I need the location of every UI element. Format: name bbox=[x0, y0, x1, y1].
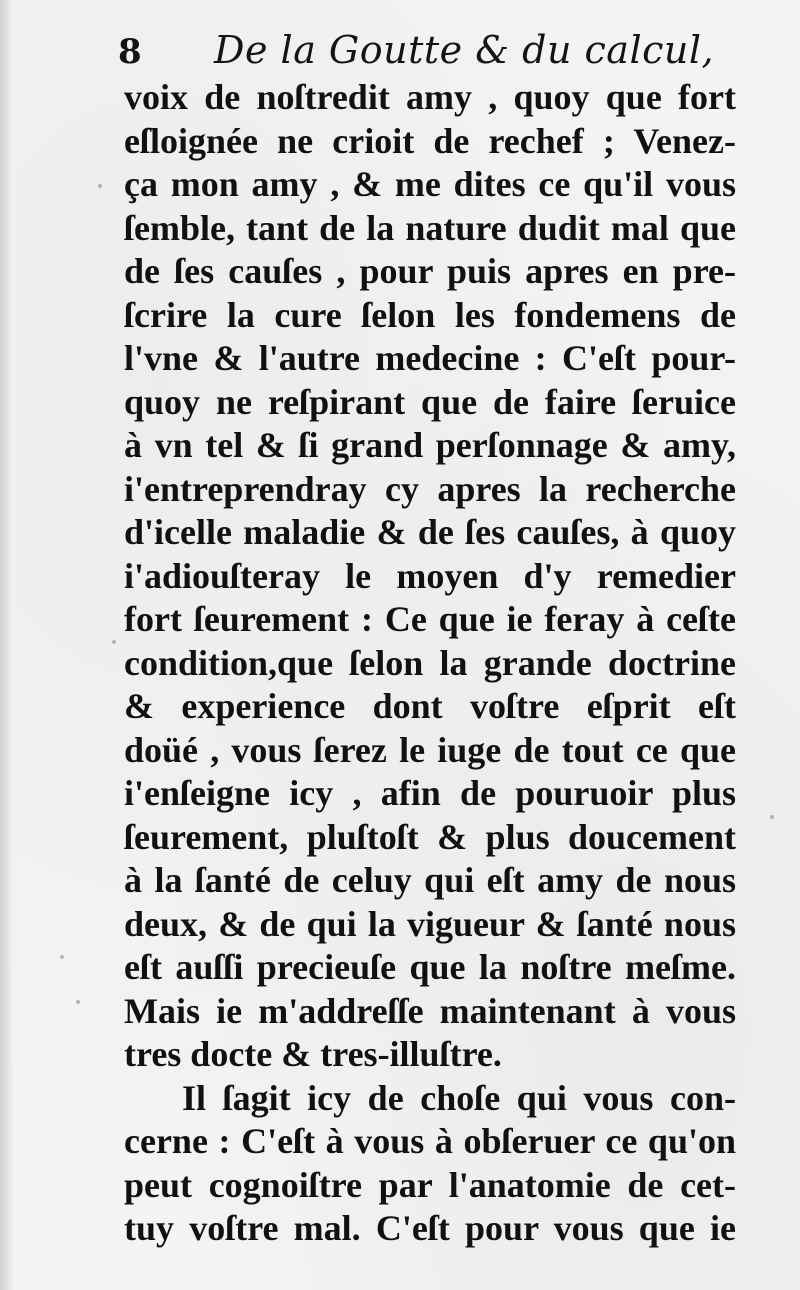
text-line: deux, & de qui la vigueur & ſanté nous bbox=[124, 903, 736, 944]
text-line: peut cognoiſtre par l'anatomie de cet- bbox=[124, 1164, 736, 1205]
text-line: ſeurement, pluſtoſt & plus doucement bbox=[124, 816, 736, 857]
text-line: l'vne & l'autre medecine : C'eſt pour- bbox=[124, 338, 736, 378]
page-header bbox=[118, 18, 758, 80]
text-line: Mais ie m'addreſſe maintenant à vous bbox=[124, 990, 736, 1031]
text-line: quoy ne reſpirant que de faire ſeruice bbox=[124, 381, 736, 422]
body-text bbox=[124, 76, 736, 1251]
text-line: voix de noſtredit amy , quoy que fort bbox=[124, 77, 736, 117]
text-line: ſcrire la cure ſelon les fondemens de bbox=[124, 294, 736, 335]
text-line: eſloignée ne crioit de rechef ; Venez- bbox=[124, 120, 736, 161]
page-gutter-shadow bbox=[0, 0, 14, 1290]
page-number: 8 bbox=[118, 32, 142, 72]
text-line: d'icelle maladie & de ſes cauſes, à quoy bbox=[124, 512, 736, 552]
text-line: i'adiouſteray le moyen d'y remedier bbox=[124, 555, 736, 596]
text-line: condition,que ſelon la grande doctrine bbox=[124, 642, 736, 683]
paper-speck bbox=[112, 640, 116, 644]
paper-speck bbox=[770, 815, 774, 819]
paper-speck bbox=[60, 955, 64, 959]
text-line: eſt auſſi precieuſe que la noſtre meſme. bbox=[124, 947, 736, 987]
text-line: tuy voſtre mal. C'eſt pour vous que ie bbox=[124, 1208, 736, 1248]
text-line: i'enſeigne icy , afin de pouruoir plus bbox=[124, 773, 736, 813]
text-line: à la ſanté de celuy qui eſt amy de nous bbox=[124, 860, 736, 900]
paper-speck bbox=[76, 1000, 80, 1004]
text-line: ça mon amy , & me dites ce qu'il vous bbox=[124, 164, 736, 204]
text-line: fort ſeurement : Ce que ie feray à ceſte bbox=[124, 599, 736, 639]
text-line: cerne : C'eſt à vous à obſeruer ce qu'on bbox=[124, 1121, 736, 1161]
text-line: ſemble, tant de la nature dudit mal que bbox=[124, 207, 736, 248]
text-line: tres docte & tres-illuſtre. bbox=[124, 1034, 502, 1074]
text-line: doüé , vous ſerez le iuge de tout ce que bbox=[124, 729, 736, 770]
paragraph-start-line: Il ſagit icy de choſe qui vous con- bbox=[182, 1077, 736, 1118]
text-line: & experience dont voſtre eſprit eſt bbox=[124, 686, 736, 726]
text-line: i'entreprendray cy apres la recherche bbox=[124, 468, 736, 509]
running-title: De la Goutte & du calcul, bbox=[214, 28, 715, 72]
text-line: à vn tel & ſi grand perſonnage & amy, bbox=[124, 425, 736, 465]
paper-speck bbox=[98, 184, 102, 188]
text-line: de ſes cauſes , pour puis apres en pre- bbox=[124, 251, 736, 291]
